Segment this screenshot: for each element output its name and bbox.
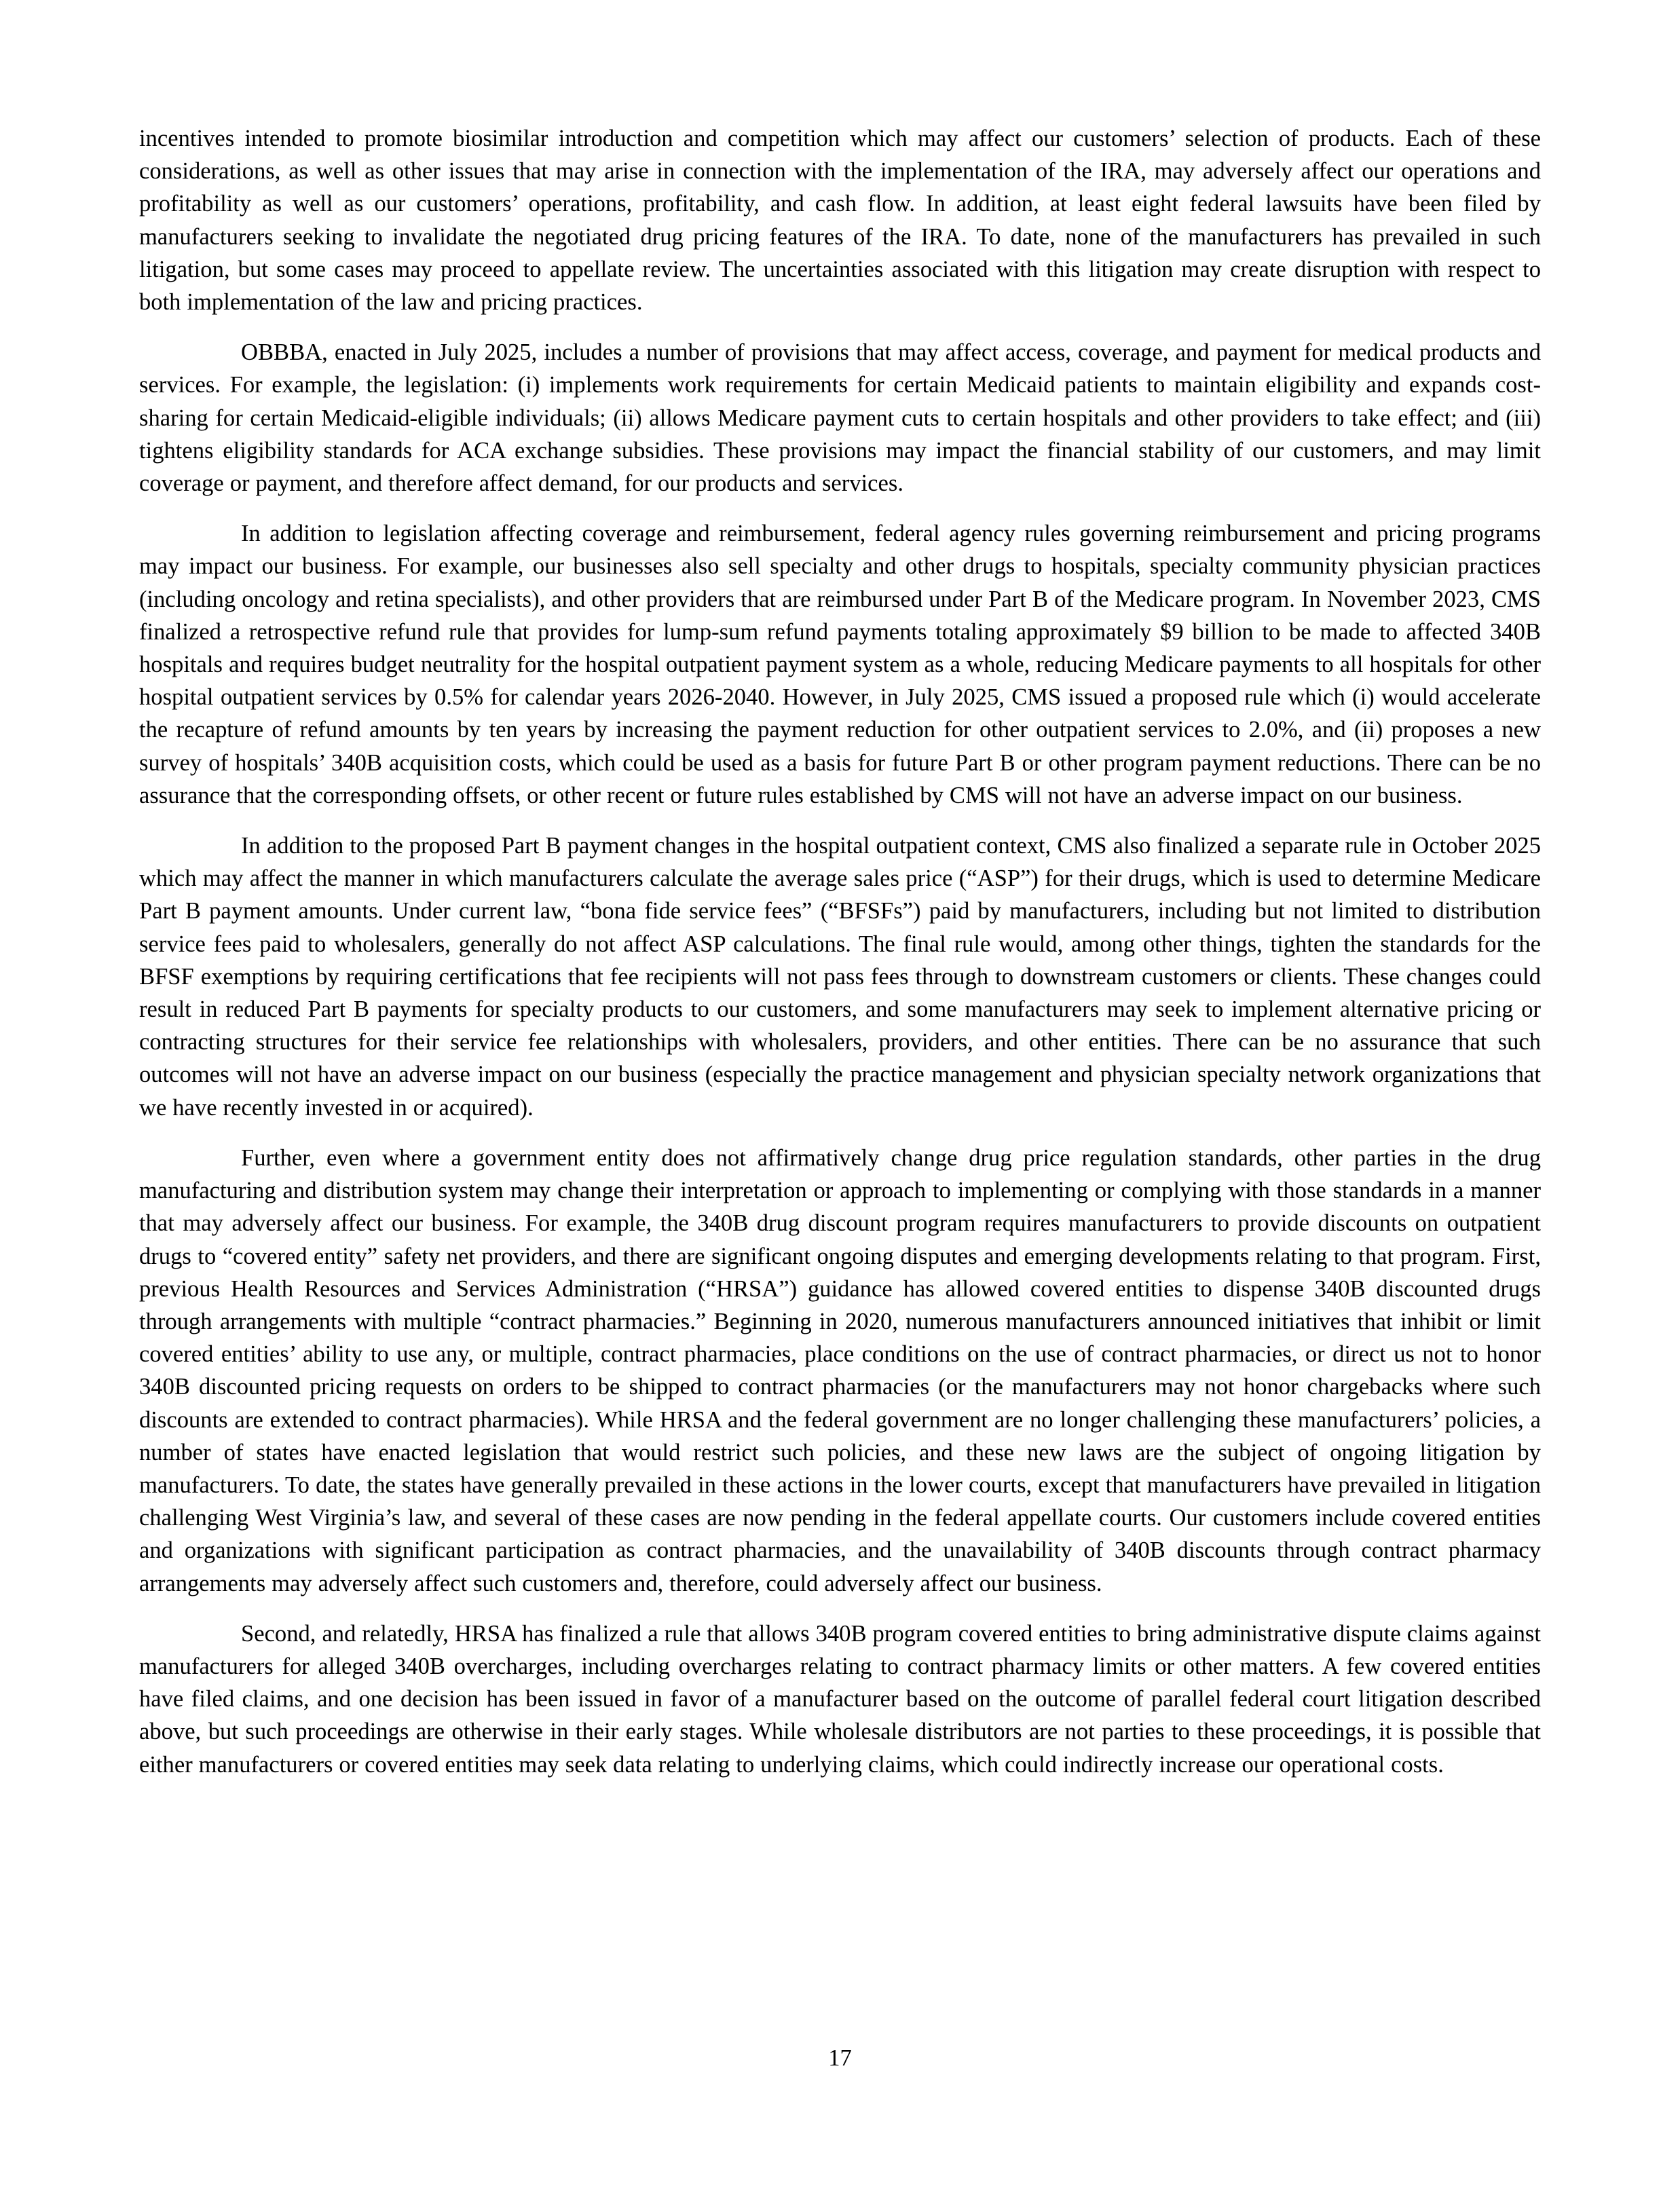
paragraph-hrsa-dispute: Second, and relatedly, HRSA has finalized a rule that allows 340B program covered entities to bring administrative dispute claims against manufacturers for alleged 340B overcharges, including overcharges relating to contract pharmacy limits or other matters. A few covered entities have filed claims, and one decision has been issued in favor of a manufacturer based on the outcome of parallel federal court litigation described above, but such proceedings are otherwise in their early stages. While wholesale distributors are not parties to these proceedings, it is possible that either manufacturers or covered entities may seek data relating to underlying claims, which could indirectly increase our operational costs. <box>139 1620 1541 1778</box>
document-body <box>139 122 1541 1799</box>
paragraph-obbba: OBBBA, enacted in July 2025, includes a number of provisions that may affect access, coverage, and payment for medical products and services. For example, the legislation: (i) implements work requirements for certain Medicaid patients to maintain eligibility and expands cost-sharing for certain Medicaid-eligible individuals; (ii) allows Medicare payment cuts to certain hospitals and other providers to take effect; and (iii) tightens eligibility standards for ACA exchange subsidies. These provisions may impact the financial stability of our customers, and may limit coverage or payment, and therefore affect demand, for our products and services. <box>139 339 1541 497</box>
paragraph-agency-rules: In addition to legislation affecting coverage and reimbursement, federal agency rules governing reimbursement and pricing programs may impact our business. For example, our businesses also sell specialty and other drugs to hospitals, specialty community physician practices (including oncology and retina specialists), and other providers that are reimbursed under Part B of the Medicare program. In November 2023, CMS finalized a retrospective refund rule that provides for lump-sum refund payments totaling approximately $9 billion to be made to affected 340B hospitals and requires budget neutrality for the hospital outpatient payment system as a whole, reducing Medicare payments to all hospitals for other hospital outpatient services by 0.5% for calendar years 2026-2040. However, in July 2025, CMS issued a proposed rule which (i) would accelerate the recapture of refund amounts by ten years by increasing the payment reduction for other outpatient services to 2.0%, and (ii) proposes a new survey of hospitals’ 340B acquisition costs, which could be used as a basis for future Part B or other program payment reductions. There can be no assurance that the corresponding offsets, or other recent or future rules established by CMS will not have an adverse impact on our business. <box>139 521 1541 808</box>
paragraph-340b-program: Further, even where a government entity does not affirmatively change drug price regulation standards, other parties in the drug manufacturing and distribution system may change their interpretation or approach to implementing or complying with those standards in a manner that may adversely affect our business. For example, the 340B drug discount program requires manufacturers to provide discounts on outpatient drugs to “covered entity” safety net providers, and there are significant ongoing disputes and emerging developments relating to that program. First, previous Health Resources and Services Administration (“HRSA”) guidance has allowed covered entities to dispense 340B discounted drugs through arrangements with multiple “contract pharmacies.” Beginning in 2020, numerous manufacturers announced initiatives that inhibit or limit covered entities’ ability to use any, or multiple, contract pharmacies, place conditions on the use of contract pharmacies, or direct us not to honor 340B discounted pricing requests on orders to be shipped to contract pharmacies (or the manufacturers may not honor chargebacks where such discounts are extended to contract pharmacies). While HRSA and the federal government are no longer challenging these manufacturers’ policies, a number of states have enacted legislation that would restrict such policies, and these new laws are the subject of ongoing litigation by manufacturers. To date, the states have generally prevailed in these actions in the lower courts, except that manufacturers have prevailed in litigation challenging West Virginia’s law, and several of these cases are now pending in the federal appellate courts. Our customers include covered entities and organizations with significant participation as contract pharmacies, and the unavailability of 340B discounts through contract pharmacy arrangements may adversely affect such customers and, therefore, could adversely affect our business. <box>139 1144 1541 1596</box>
page-number: 17 <box>828 2045 852 2071</box>
paragraph-asp-rule: In addition to the proposed Part B payment changes in the hospital outpatient context, CMS also finalized a separate rule in October 2025 which may affect the manner in which manufacturers calculate the average sales price (“ASP”) for their drugs, which is used to determine Medicare Part B payment amounts. Under current law, “bona fide service fees” (“BFSFs”) paid by manufacturers, including but not limited to distribution service fees paid to wholesalers, generally do not affect ASP calculations. The final rule would, among other things, tighten the standards for the BFSF exemptions by requiring certifications that fee recipients will not pass fees through to downstream customers or clients. These changes could result in reduced Part B payments for specialty products to our customers, and some manufacturers may seek to implement alternative pricing or contracting structures for their service fee relationships with wholesalers, providers, and other entities. There can be no assurance that such outcomes will not have an adverse impact on our business (especially the practice management and physician specialty network organizations that we have recently invested in or acquired). <box>139 833 1541 1121</box>
paragraph-ira-continuation: incentives intended to promote biosimilar introduction and competition which may affect our customers’ selection of products. Each of these considerations, as well as other issues that may arise in connection with the implementation of the IRA, may adversely affect our operations and profitability as well as our customers’ operations, profitability, and cash flow. In addition, at least eight federal lawsuits have been filed by manufacturers seeking to invalidate the negotiated drug pricing features of the IRA. To date, none of the manufacturers has prevailed in such litigation, but some cases may proceed to appellate review. The uncertainties associated with this litigation may create disruption with respect to both implementation of the law and pricing practices. <box>139 126 1541 316</box>
